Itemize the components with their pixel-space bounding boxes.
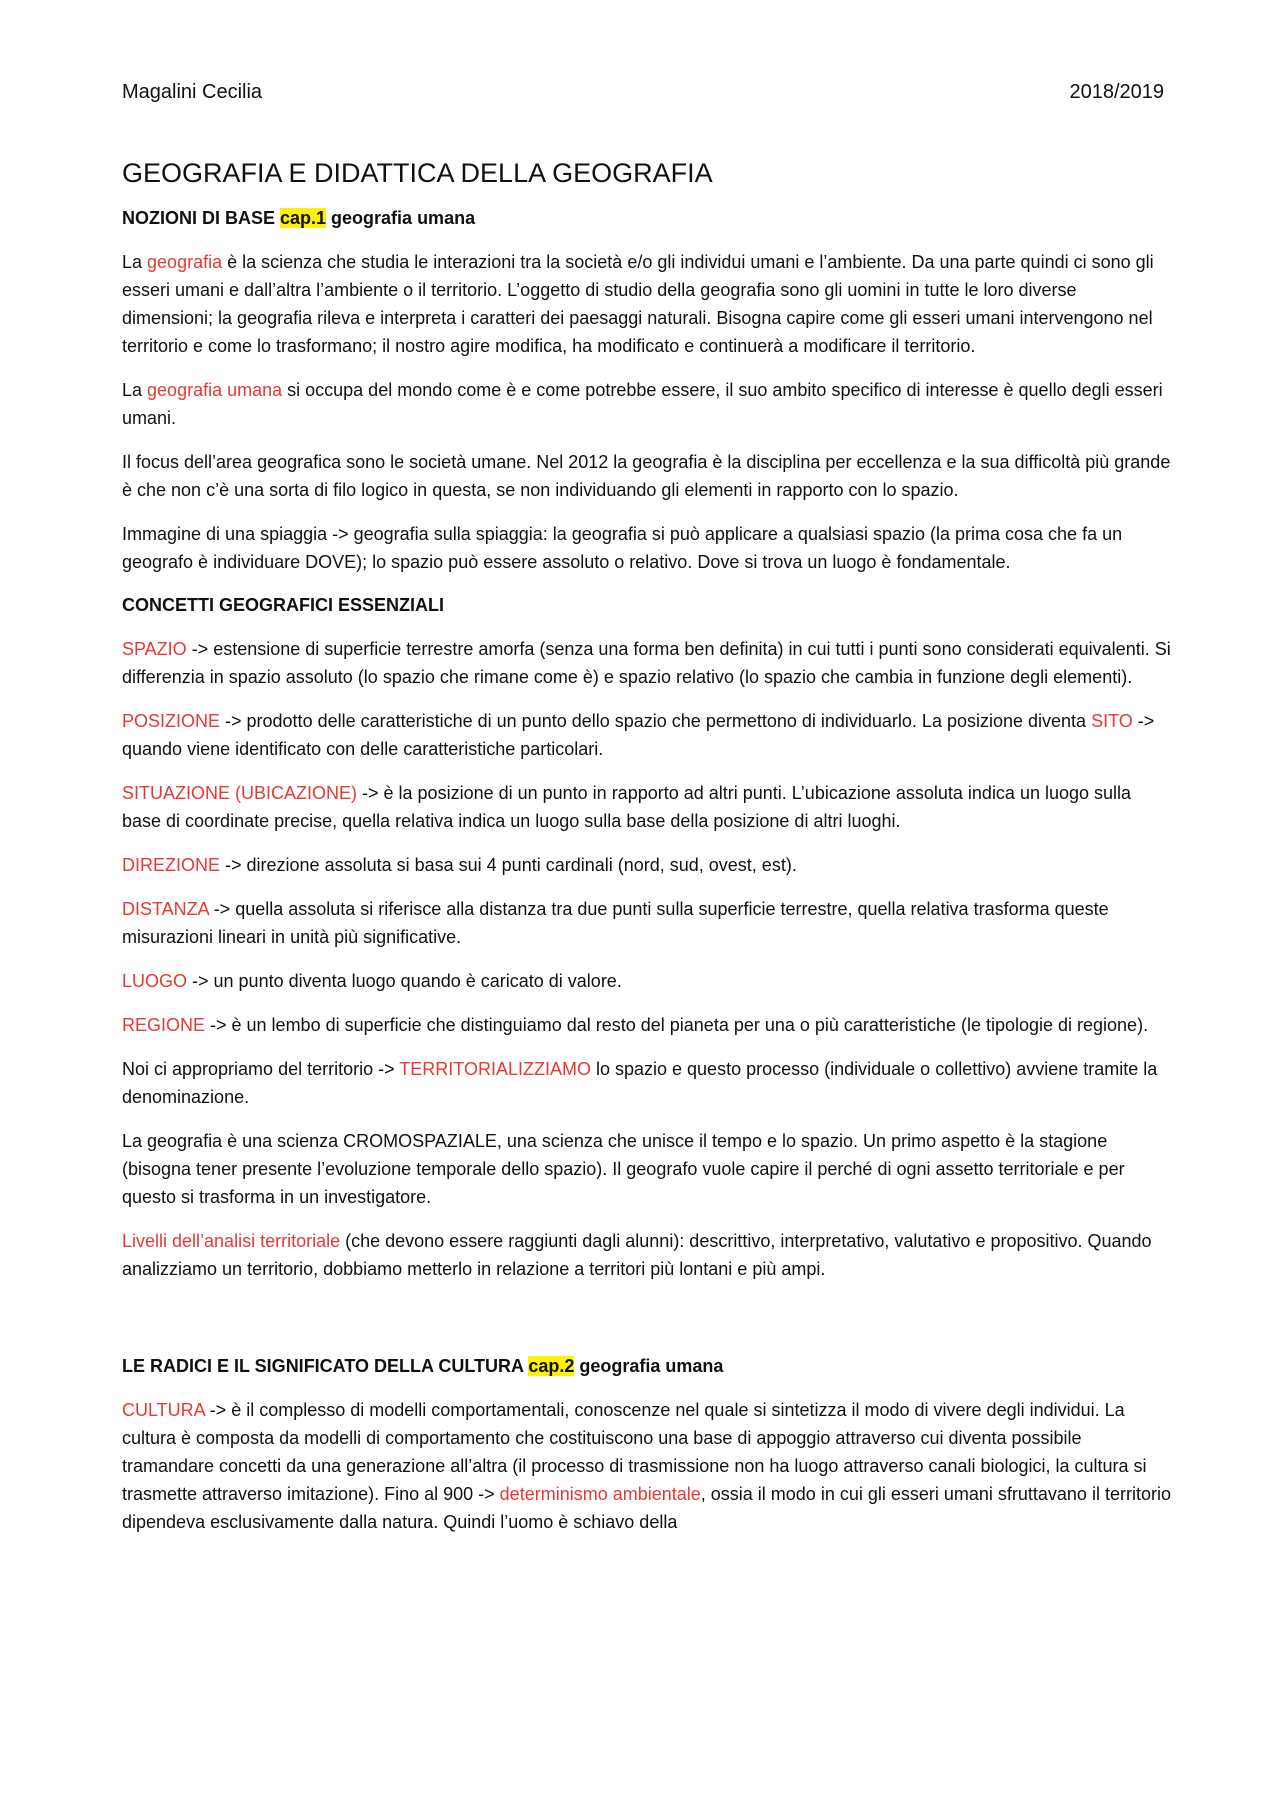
term-geografia: geografia [147, 252, 223, 272]
paragraph-focus: Il focus dell’area geografica sono le società umane. Nel 2012 la geografia è la disciplina per eccellenza e la sua difficoltà più grande è che non c’è una sorta di filo logico in questa, se non individuando gli elementi in rapporto con lo spazio. [122, 452, 1171, 500]
highlight-chapter-2: cap.2 [528, 1356, 575, 1376]
paragraph-territorializziamo: Noi ci appropriamo del territorio -> TERRITORIALIZZIAMO lo spazio e questo processo (individuale o collettivo) avviene tramite la denominazione. [122, 1059, 1158, 1107]
section-heading-cultura: LE RADICI E IL SIGNIFICATO DELLA CULTURA cap.2 geografia umana [122, 1356, 724, 1376]
section-heading-nozioni: NOZIONI DI BASE cap.1 geografia umana [122, 208, 476, 228]
paragraph-spiaggia: Immagine di una spiaggia -> geografia sulla spiaggia: la geografia si può applicare a qualsiasi spazio (la prima cosa che fa un geografo è individuare DOVE); lo spazio può essere assoluto o relativo. Dove si trova un luogo è fondamentale. [122, 524, 1123, 572]
concept-luogo: LUOGO -> un punto diventa luogo quando è caricato di valore. [122, 971, 622, 991]
academic-year: 2018/2019 [1069, 81, 1164, 103]
highlight-chapter: cap.1 [280, 208, 327, 228]
paragraph-cromospaziale: La geografia è una scienza CROMOSPAZIALE, una scienza che unisce il tempo e lo spazio. Un primo aspetto è la stagione (bisogna tener presente l’evoluzione temporale dello spazio). Il geografo vuole capire il perché di ogni assetto territoriale e per questo si trasforma in un investigatore. [122, 1131, 1125, 1207]
paragraph-geografia: La geografia è la scienza che studia le interazioni tra la società e/o gli individui umani e l’ambiente. Da una parte quindi ci sono gli esseri umani e dall’altra l’ambiente o il territorio. L’oggetto di studio della geografia sono gli uomini in tutte le loro diverse dimensioni; la geografia rileva e interpreta i caratteri dei paesaggi naturali. Bisogna capire come gli esseri umani intervengono nel territorio e come lo trasformano; il nostro agire modifica, ha modificato e continuerà a modificare il territorio. [122, 252, 1154, 356]
author-name: Magalini Cecilia [122, 81, 263, 103]
concept-distanza: DISTANZA -> quella assoluta si riferisce alla distanza tra due punti sulla superficie terrestre, quella relativa trasforma queste misurazioni lineari in unità più significative. [122, 899, 1109, 947]
concept-spazio: SPAZIO -> estensione di superficie terrestre amorfa (senza una forma ben definita) in cui tutti i punti sono considerati equivalenti. Si differenzia in spazio assoluto (lo spazio che rimane come è) e spazio relativo (lo spazio che cambia in funzione degli elementi). [122, 639, 1171, 687]
concept-regione: REGIONE -> è un lembo di superficie che distinguiamo dal resto del pianeta per una o più caratteristiche (le tipologie di regione). [122, 1015, 1149, 1035]
concept-posizione: POSIZIONE -> prodotto delle caratteristiche di un punto dello spazio che permettono di individuarlo. La posizione diventa SITO -> quando viene identificato con delle caratteristiche particolari. [122, 711, 1155, 759]
concept-direzione: DIREZIONE -> direzione assoluta si basa sui 4 punti cardinali (nord, sud, ovest, est). [122, 855, 797, 875]
paragraph-geografia-umana: La geografia umana si occupa del mondo come è e come potrebbe essere, il suo ambito specifico di interesse è quello degli esseri umani. [122, 380, 1163, 428]
paragraph-livelli: Livelli dell’analisi territoriale (che devono essere raggiunti dagli alunni): descrittivo, interpretativo, valutativo e propositivo. Quando analizziamo un territorio, dobbiamo metterlo in relazione a territori più lontani e più ampi. [122, 1231, 1152, 1279]
concept-situazione: SITUAZIONE (UBICAZIONE) -> è la posizione di un punto in rapporto ad altri punti. L’ubicazione assoluta indica un luogo sulla base di coordinate precise, quella relativa indica un luogo sulla base della posizione di altri luoghi. [122, 783, 1132, 831]
section-heading-concetti: CONCETTI GEOGRAFICI ESSENZIALI [122, 595, 445, 615]
document-body [122, 157, 1172, 1552]
term-geografia-umana: geografia umana [147, 380, 283, 400]
paragraph-cultura: CULTURA -> è il complesso di modelli comportamentali, conoscenze nel quale si sintetizza il modo di vivere degli individui. La cultura è composta da modelli di comportamento che costituiscono una base di appoggio attraverso cui diventa possibile tramandare concetti da una generazione all’altra (il processo di trasmissione non ha luogo attraverso canali biologici, la cultura si trasmette attraverso imitazione). Fino al 900 -> determinismo ambientale, ossia il modo in cui gli esseri umani sfruttavano il territorio dipendeva esclusivamente dalla natura. Quindi l’uomo è schiavo della [122, 1400, 1171, 1532]
document-title: GEOGRAFIA E DIDATTICA DELLA GEOGRAFIA [122, 158, 713, 188]
